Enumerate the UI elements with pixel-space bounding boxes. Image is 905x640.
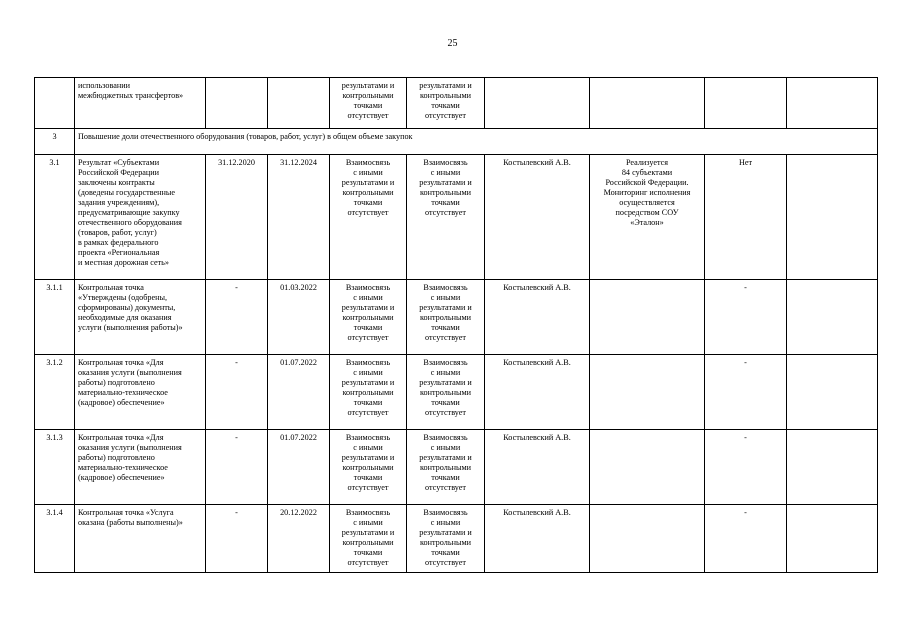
cell-relation-2: Взаимосвязь с иными результатами и контрольными точками отсутствует xyxy=(407,155,485,280)
page-number: 25 xyxy=(447,38,458,49)
cell-number: 3.1.1 xyxy=(35,280,75,355)
cell-extra xyxy=(787,430,878,505)
cell-name: Результат «Субъектами Российской Федерации заключены контракты (доведены государственные задания учреждениям), предусматривающие закупку отечественного оборудования (товаров, работ, услуг) в рамках федерального проекта «Региональная и местная дорожная сеть» xyxy=(75,155,206,280)
cell-name: использовании межбюджетных трансфертов» xyxy=(75,78,206,129)
table-row xyxy=(35,430,878,505)
cell-relation-1: Взаимосвязь с иными результатами и контрольными точками отсутствует xyxy=(330,505,407,573)
cell-flag: - xyxy=(705,505,787,573)
cell-relation-2: Взаимосвязь с иными результатами и контрольными точками отсутствует xyxy=(407,505,485,573)
table-row xyxy=(35,505,878,573)
cell-extra xyxy=(787,505,878,573)
cell-flag xyxy=(705,78,787,129)
cell-extra xyxy=(787,155,878,280)
cell-extra xyxy=(787,355,878,430)
cell-note: Реализуется 84 субъектами Российской Федерации. Мониторинг исполнения осуществляется посредством СОУ «Эталон» xyxy=(590,155,705,280)
plan-table xyxy=(34,77,878,573)
cell-end-date: 01.07.2022 xyxy=(268,355,330,430)
cell-flag: - xyxy=(705,280,787,355)
cell-note xyxy=(590,430,705,505)
table-row xyxy=(35,355,878,430)
table-row xyxy=(35,280,878,355)
cell-responsible: Костылевский А.В. xyxy=(485,505,590,573)
cell-section-title: Повышение доли отечественного оборудования (товаров, работ, услуг) в общем объеме закупок xyxy=(75,129,878,155)
cell-end-date: 01.07.2022 xyxy=(268,430,330,505)
cell-number: 3.1.4 xyxy=(35,505,75,573)
cell-responsible xyxy=(485,78,590,129)
cell-responsible: Костылевский А.В. xyxy=(485,280,590,355)
cell-section-number: 3 xyxy=(35,129,75,155)
cell-relation-2: Взаимосвязь с иными результатами и контрольными точками отсутствует xyxy=(407,355,485,430)
cell-start-date: - xyxy=(206,505,268,573)
cell-start-date: - xyxy=(206,355,268,430)
table-row xyxy=(35,155,878,280)
cell-start-date xyxy=(206,78,268,129)
table-row-continuation xyxy=(35,78,878,129)
cell-note xyxy=(590,280,705,355)
cell-end-date: 01.03.2022 xyxy=(268,280,330,355)
cell-flag: Нет xyxy=(705,155,787,280)
cell-number: 3.1.2 xyxy=(35,355,75,430)
cell-flag: - xyxy=(705,430,787,505)
cell-end-date: 31.12.2024 xyxy=(268,155,330,280)
cell-relation-1: Взаимосвязь с иными результатами и контрольными точками отсутствует xyxy=(330,280,407,355)
cell-responsible: Костылевский А.В. xyxy=(485,155,590,280)
cell-relation-2: Взаимосвязь с иными результатами и контрольными точками отсутствует xyxy=(407,280,485,355)
cell-number: 3.1.3 xyxy=(35,430,75,505)
cell-relation-1: Взаимосвязь с иными результатами и контрольными точками отсутствует xyxy=(330,355,407,430)
cell-name: Контрольная точка «Для оказания услуги (выполнения работы) подготовлено материально-техническое (кадровое) обеспечение» xyxy=(75,430,206,505)
cell-note xyxy=(590,78,705,129)
cell-note xyxy=(590,355,705,430)
cell-relation-1: Взаимосвязь с иными результатами и контрольными точками отсутствует xyxy=(330,430,407,505)
cell-name: Контрольная точка «Утверждены (одобрены, сформированы) документы, необходимые для оказания услуги (выполнения работы)» xyxy=(75,280,206,355)
cell-end-date: 20.12.2022 xyxy=(268,505,330,573)
cell-start-date: - xyxy=(206,280,268,355)
cell-extra xyxy=(787,280,878,355)
cell-flag: - xyxy=(705,355,787,430)
cell-relation-2: Взаимосвязь с иными результатами и контрольными точками отсутствует xyxy=(407,430,485,505)
cell-relation-1: Взаимосвязь с иными результатами и контрольными точками отсутствует xyxy=(330,155,407,280)
cell-extra xyxy=(787,78,878,129)
cell-number xyxy=(35,78,75,129)
cell-number: 3.1 xyxy=(35,155,75,280)
cell-note xyxy=(590,505,705,573)
cell-start-date: - xyxy=(206,430,268,505)
cell-name: Контрольная точка «Услуга оказана (работы выполнены)» xyxy=(75,505,206,573)
cell-responsible: Костылевский А.В. xyxy=(485,355,590,430)
table-row-section xyxy=(35,129,878,155)
cell-end-date xyxy=(268,78,330,129)
cell-relation-2: результатами и контрольными точками отсутствует xyxy=(407,78,485,129)
cell-relation-1: результатами и контрольными точками отсутствует xyxy=(330,78,407,129)
cell-name: Контрольная точка «Для оказания услуги (выполнения работы) подготовлено материально-техническое (кадровое) обеспечение» xyxy=(75,355,206,430)
cell-responsible: Костылевский А.В. xyxy=(485,430,590,505)
cell-start-date: 31.12.2020 xyxy=(206,155,268,280)
